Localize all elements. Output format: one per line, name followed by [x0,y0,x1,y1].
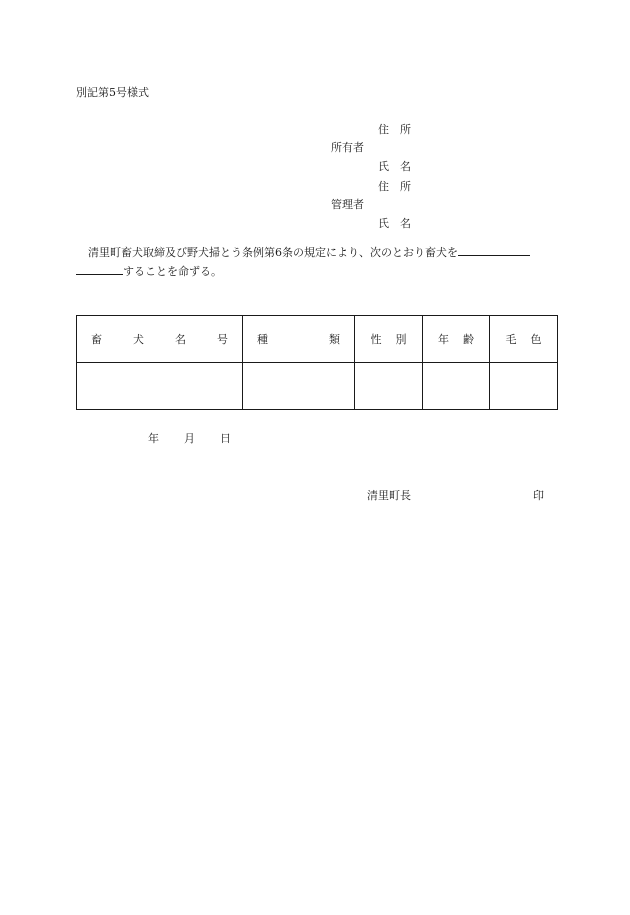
cell-dog-name[interactable] [77,363,243,410]
date-year: 年 [148,432,159,445]
form-label: 別記第5号様式 [76,86,149,99]
header-age [423,316,490,363]
order-line-2 [76,262,222,279]
cell-sex[interactable] [355,363,423,410]
header-char: 性 [370,333,382,346]
manager-address-label: 住 所 [378,180,411,193]
owner-name-label: 氏 名 [378,160,411,173]
header-char: 畜 [91,333,102,346]
header-char: 犬 [133,333,144,346]
order-text-line2: することを命ずる。 [123,265,222,278]
header-char: 類 [329,333,340,346]
cell-breed[interactable] [243,363,355,410]
manager-name-label: 氏 名 [378,217,411,230]
header-char: 号 [217,333,228,346]
date-month: 月 [184,432,195,445]
header-char: 毛 [505,333,517,346]
header-coat-color [490,316,558,363]
header-char: 種 [257,333,268,346]
order-line-1 [88,243,530,260]
seal-mark: 印 [533,489,544,502]
cell-coat-color[interactable] [490,363,558,410]
header-char: 名 [175,333,186,346]
owner-group-label: 所有者 [331,141,364,154]
cell-age[interactable] [423,363,490,410]
date-day: 日 [220,432,231,445]
header-char: 年 [438,333,449,346]
order-text-line1: 清里町畜犬取締及び野犬掃とう条例第6条の規定により、次のとおり畜犬を [88,246,458,259]
header-dog-name [77,316,243,363]
table-row [77,363,558,410]
action-blank-1[interactable] [458,243,530,256]
owner-address-label: 住 所 [378,123,411,136]
table-header-row [77,316,558,363]
dog-table [76,315,558,410]
header-char: 色 [530,333,542,346]
header-char: 齢 [463,333,474,346]
manager-group-label: 管理者 [331,198,364,211]
header-breed [243,316,355,363]
action-blank-2[interactable] [76,262,123,275]
header-char: 別 [395,333,407,346]
header-sex [355,316,423,363]
issuer-title: 清里町長 [367,489,411,502]
